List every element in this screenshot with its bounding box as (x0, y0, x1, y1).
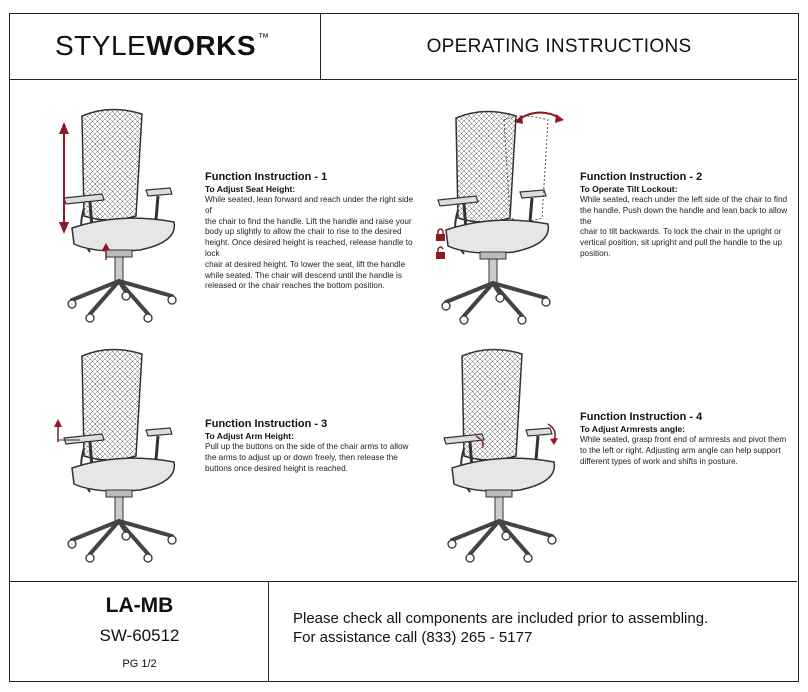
chair-illustration-seat-height (50, 104, 200, 329)
instruction-1-body: While seated, lean forward and reach under the right side of the chair to find the handle. Lift the handle and raise your body up slightly to allow the chair to rise to the desired height. Once desired height is reached, release handle to lock chair at desired height. To lower the seat, lift the handle while seated. The chair will descend until the handle is released or the chair reaches the bottom position. (205, 195, 413, 291)
vertical-double-arrow-icon (59, 122, 69, 234)
instruction-3-title: Function Instruction - 3 (205, 418, 328, 430)
instruction-2-body: While seated, reach under the left side of the chair to find the handle. Push down the handle and lean back to allow the chair to tilt backwards. To lock the chair in the upright or vertical position, sit upright and pull the handle to the up position. (580, 195, 788, 258)
instruction-sheet (9, 13, 799, 682)
chair-illustration-tilt-lockout (430, 106, 580, 331)
instruction-4-title: Function Instruction - 4 (580, 411, 703, 423)
brand-name-bold: WORKS (146, 30, 257, 61)
model-name: LA-MB (105, 594, 174, 617)
instruction-1 (205, 171, 415, 292)
instruction-2 (580, 171, 795, 260)
instruction-3-subtitle: To Adjust Arm Height: (205, 431, 294, 441)
chair-illustration-arm-height (50, 344, 200, 569)
instruction-4 (580, 411, 795, 467)
instruction-2-subtitle: To Operate Tilt Lockout: (580, 184, 678, 194)
model-info (10, 582, 269, 682)
instruction-4-subtitle: To Adjust Armrests angle: (580, 424, 686, 434)
instruction-1-subtitle: To Adjust Seat Height: (205, 184, 296, 194)
instruction-2-title: Function Instruction - 2 (580, 171, 703, 183)
brand-logo (10, 14, 321, 80)
header (10, 14, 797, 80)
instruction-4-body: While seated, grasp front end of armrests and pivot them to the left or right. Adjusting arm angle can help support different types of work and shifts in posture. (580, 435, 787, 466)
model-sku: SW-60512 (99, 626, 180, 645)
unlock-icon (436, 247, 445, 259)
footer (10, 581, 797, 681)
document-title: OPERATING INSTRUCTIONS (426, 36, 692, 57)
instruction-3 (205, 418, 415, 474)
page-number: PG 1/2 (122, 658, 157, 670)
curved-arrow-icon (514, 112, 564, 124)
instruction-3-body: Pull up the buttons on the side of the chair arms to allow the arms to adjust up or down freely, then release the buttons once desired height is reached. (205, 442, 409, 473)
brand-name-light: STYLE (55, 30, 147, 61)
trademark-symbol: ™ (258, 32, 270, 44)
instruction-1-title: Function Instruction - 1 (205, 171, 328, 183)
assembly-notice (293, 609, 708, 647)
lock-icon (436, 229, 445, 241)
assistance-phone: For assistance call (833) 265 - 5177 (293, 629, 533, 646)
notice-line-1: Please check all components are included prior to assembling. (293, 610, 709, 627)
chair-illustration-armrest-angle (430, 344, 580, 569)
